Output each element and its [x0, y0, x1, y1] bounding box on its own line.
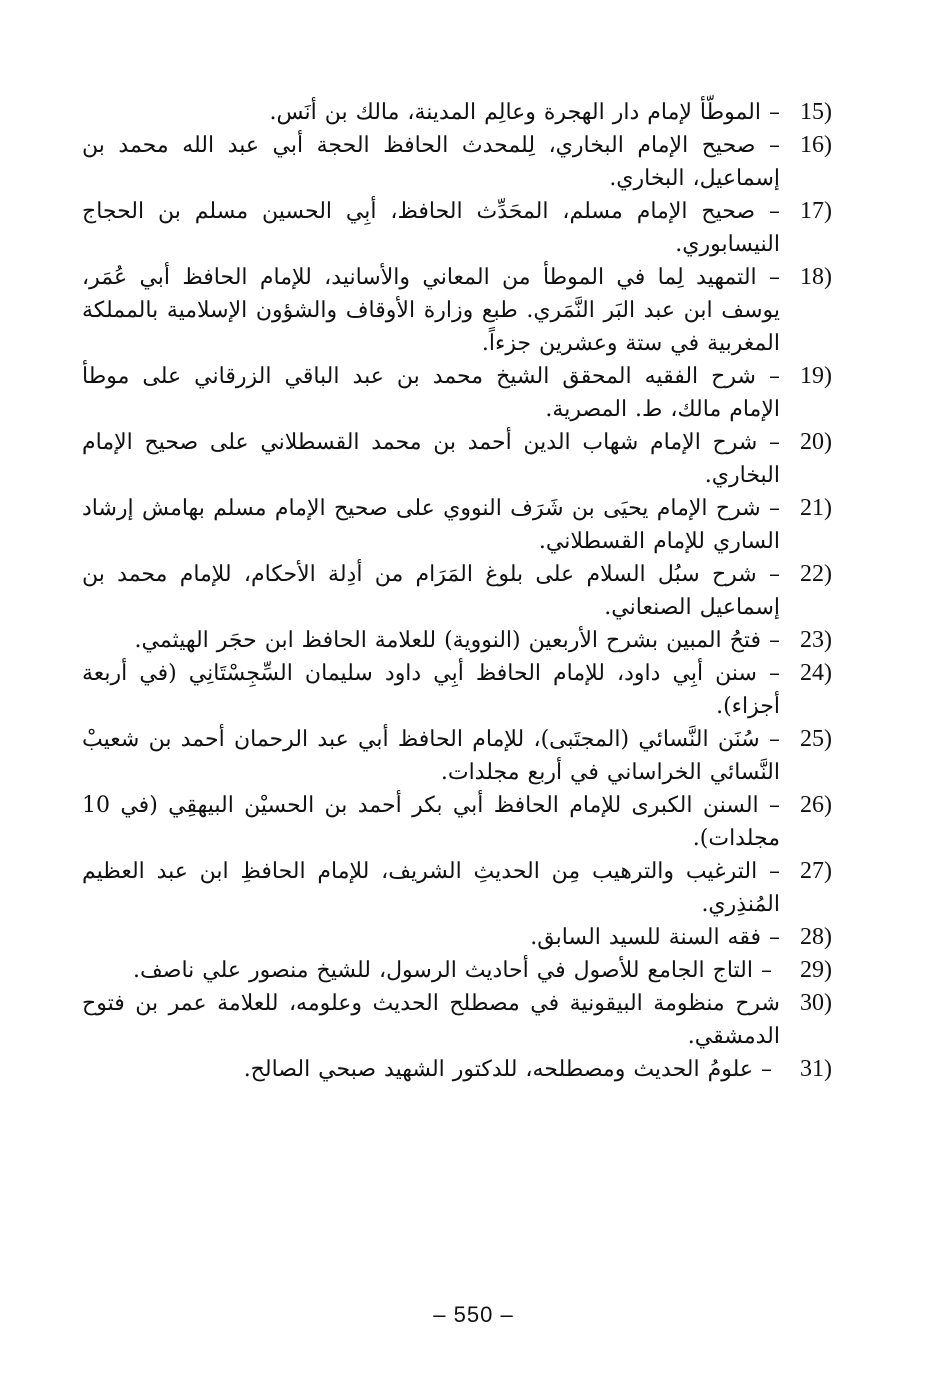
reference-number: 28) [800, 924, 832, 950]
references-list [82, 96, 832, 1086]
reference-number: 15) [800, 99, 832, 125]
reference-number: 23) [800, 627, 832, 653]
reference-text: – شرح سبُل السلام على بلوغ المَرَام من أدِلة الأحكام، للإمام محمد بن إسماعيل الصنعاني. [82, 562, 780, 620]
reference-number: 19) [800, 363, 832, 389]
reference-item [82, 426, 832, 492]
reference-number: 30) [800, 990, 832, 1016]
reference-item [82, 987, 832, 1053]
reference-text: – سُنَن النَّسائي (المجتَبى)، للإمام الحافظ أبي عبد الرحمان أحمد بن شعيبْ النَّسائي الخراساني في أربع مجلدات. [82, 727, 780, 785]
reference-number: 21) [800, 495, 832, 521]
reference-item [82, 789, 832, 855]
reference-text: – شرح الفقيه المحقق الشيخ محمد بن عبد الباقي الزرقاني على موطأ الإمام مالك، ط. المصرية. [82, 364, 780, 422]
reference-text: – صحيح الإمام البخاري، لِلمحدث الحافظ الحجة أبي عبد الله محمد بن إسماعيل، البخاري. [82, 133, 780, 191]
reference-number: 20) [800, 429, 832, 455]
reference-text: شرح منظومة البيقونية في مصطلح الحديث وعلومه، للعلامة عمر بن فتوح الدمشقي. [82, 991, 780, 1049]
reference-number: 29) [800, 957, 832, 983]
reference-item [82, 954, 832, 987]
reference-number: 17) [800, 198, 832, 224]
reference-number: 31) [800, 1056, 832, 1082]
reference-item [82, 195, 832, 261]
reference-text: – شرح الإمام يحيَى بن شَرَف النووي على صحيح الإمام مسلم بهامش إرشاد الساري للإمام القسطلاني. [82, 496, 780, 554]
reference-text: – الموطّأ لإمام دار الهجرة وعالِم المدينة، مالك بن أنَس. [269, 100, 780, 125]
reference-item [82, 624, 832, 657]
reference-number: 16) [800, 132, 832, 158]
reference-number: 18) [800, 264, 832, 290]
reference-number: 24) [800, 660, 832, 686]
reference-item [82, 129, 832, 195]
reference-text: – فتحُ المبين بشرح الأربعين (النووية) للعلامة الحافظ ابن حجَر الهيثمي. [134, 628, 780, 653]
page-number: – 550 – [433, 1302, 514, 1327]
reference-item [82, 492, 832, 558]
reference-item [82, 921, 832, 954]
reference-text: – شرح الإمام شهاب الدين أحمد بن محمد القسطلاني على صحيح الإمام البخاري. [82, 430, 780, 488]
reference-item [82, 96, 832, 129]
reference-item [82, 657, 832, 723]
reference-text: – فقه السنة للسيد السابق. [530, 925, 780, 950]
reference-text: – السنن الكبرى للإمام الحافظ أبي بكر أحمد بن الحسيْن البيهقِي (في 10 مجلدات). [82, 793, 780, 851]
reference-text: – التاج الجامع للأصول في أحاديث الرسول، للشيخ منصور علي ناصف. [133, 958, 772, 983]
reference-number: 25) [800, 726, 832, 752]
reference-number: 22) [800, 561, 832, 587]
reference-text: – سنن أبِي داود، للإمام الحافظ أبِي داود سليمان السِّجِسْتَانِي (في أربعة أجزاء). [82, 661, 780, 719]
reference-text: – الترغيب والترهيب مِن الحديثِ الشريف، للإمام الحافظِ ابن عبد العظيم المُنذِري. [82, 859, 780, 917]
reference-item [82, 558, 832, 624]
reference-text: – صحيح الإمام مسلم، المحَدِّث الحافظ، أبِي الحسين مسلم بن الحجاج النيسابوري. [82, 199, 780, 257]
reference-item [82, 723, 832, 789]
reference-number: 26) [800, 792, 832, 818]
reference-item [82, 261, 832, 360]
reference-number: 27) [800, 858, 832, 884]
reference-item [82, 855, 832, 921]
reference-text: – التمهيد لِما في الموطأ من المعاني والأسانيد، للإمام الحافظ أبي عُمَر، يوسف ابن عبد البَر النَّمَري. طبع وزارة الأوقاف والشؤون الإسلامية بالمملكة المغربية في ستة وعشرين جزءاً. [82, 265, 780, 356]
reference-item [82, 1053, 832, 1086]
reference-text: – علومُ الحديث ومصطلحه، للدكتور الشهيد صبحي الصالح. [243, 1057, 772, 1082]
reference-item [82, 360, 832, 426]
